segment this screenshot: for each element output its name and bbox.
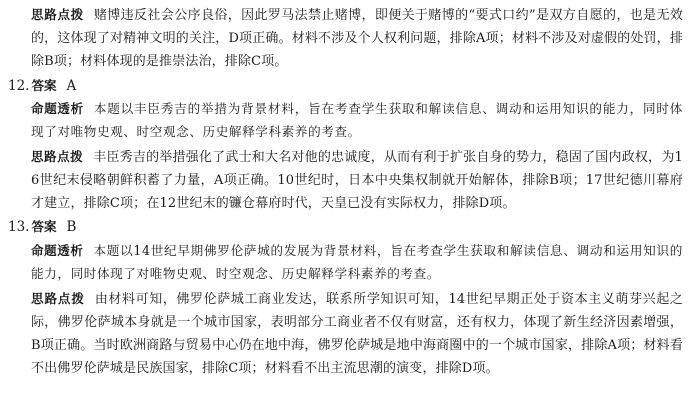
q13-hint-label: 思路点拨 — [31, 290, 85, 306]
q13-header — [8, 215, 683, 239]
prev-hint-paragraph — [8, 3, 683, 74]
q12-hint-label: 思路点拨 — [31, 148, 84, 164]
q13-hint-text: 由材料可知，佛罗伦萨城工商业发达，联系所学知识可知，14世纪早期正处于资本主义萌芽兴起之际，佛罗伦萨城本身就是一个城市国家，表明部分工商业者不仅有财富，还有权力，体现了新生经济因素增强，B项正确。当时欧洲商路与贸易中心仍在地中海，佛罗伦萨城是地中海商圈中的一个城市国家，排除A项；材料看不出佛罗伦萨城是民族国家，排除C项；材料看不出主流思潮的演变，排除D项。 — [31, 291, 683, 377]
q12-analysis-text: 本题以丰臣秀吉的举措为背景材料，旨在考查学生获取和解读信息、调动和运用知识的能力，同时体现了对唯物史观、时空观念、历史解释学科素养的考查。 — [31, 100, 683, 140]
q13-number: 13. — [8, 219, 30, 236]
q12-hint-paragraph — [8, 145, 683, 216]
q13-analysis-label: 命题透析 — [31, 242, 84, 258]
prev-hint-text: 赌博违反社会公序良俗，因此罗马法禁止赌博，即便关于赌博的“要式口约”是双方自愿的，也是无效的，这体现了对精神文明的关注，D项正确。材料不涉及个人权利问题，排除A项；材料不涉及对虚假的处罚，排除B项；材料体现的是推崇法治，排除C项。 — [31, 8, 683, 70]
q13-answer-value: B — [66, 219, 77, 236]
q12-hint-text: 丰臣秀吉的举措强化了武士和大名对他的忠诚度，从而有利于扩张自身的势力，稳固了国内政权，为16世纪末侵略朝鲜积蓄了力量，A项正确。10世纪时，日本中央集权制就开始解体，排除B项；17世纪德川幕府才建立，排除C项；在12世纪末的镰仓幕府时代，天皇已没有实际权力，排除D项。 — [31, 149, 683, 212]
q12-analysis-paragraph — [8, 98, 683, 145]
q13-answer-label: 答案 — [31, 219, 57, 235]
q13-hint-paragraph — [8, 287, 683, 381]
q12-number: 12. — [8, 77, 30, 94]
q13-analysis-paragraph — [8, 240, 683, 287]
q12-analysis-label: 命题透析 — [31, 100, 84, 116]
q12-header — [8, 74, 683, 98]
prev-hint-label: 思路点拨 — [31, 7, 84, 22]
q12-answer-value: A — [66, 77, 77, 94]
q13-analysis-text: 本题以14世纪早期佛罗伦萨城的发展为背景材料，旨在考查学生获取和解读信息、调动和运用知识的能力，同时体现了对唯物史观、时空观念、历史解释学科素养的考查。 — [31, 242, 683, 282]
q12-answer-label: 答案 — [31, 77, 57, 93]
